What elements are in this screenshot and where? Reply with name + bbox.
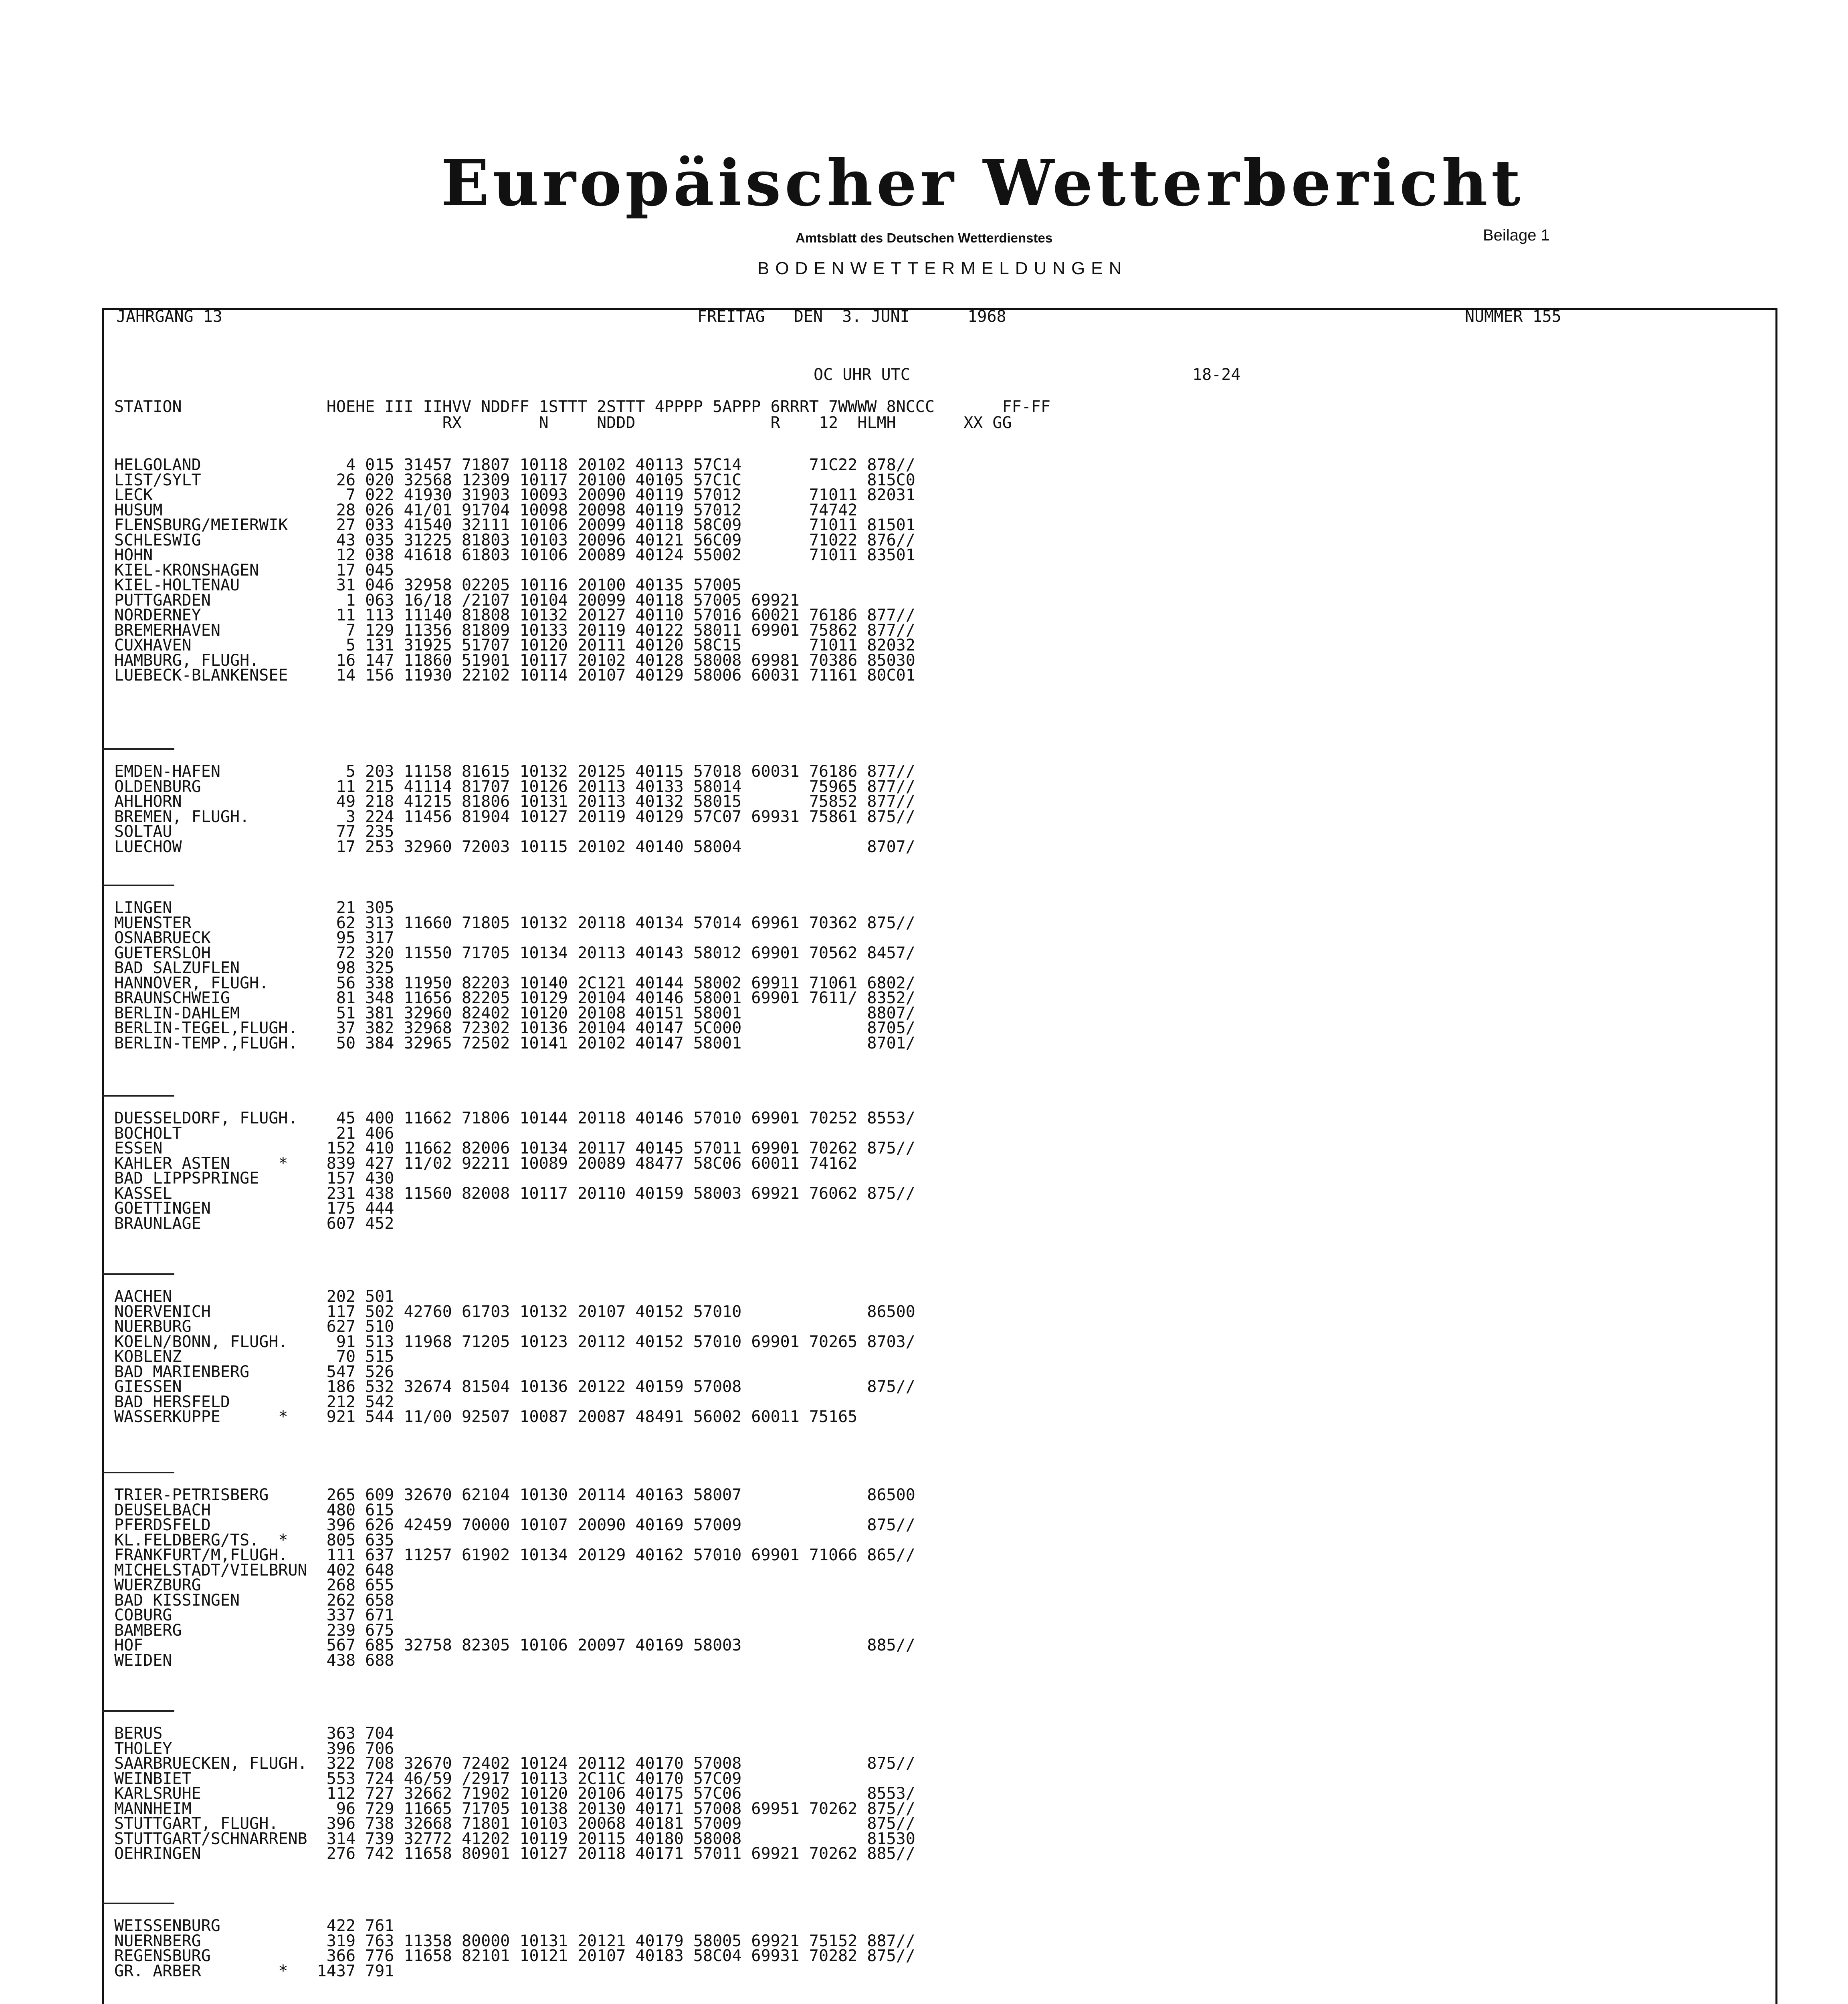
supplement-label: Beilage 1 — [1483, 226, 1550, 244]
station-row: BAD SALZUFLEN 98 325 — [114, 959, 394, 977]
station-row: KIEL-KRONSHAGEN 17 045 — [114, 561, 394, 580]
station-row: LIST/SYLT 26 020 32568 12309 10117 20100 40105 57C1C 815C0 — [114, 471, 915, 489]
station-row: SCHLESWIG 43 035 31225 81803 10103 20096 40121 56C09 71022 876// — [114, 531, 915, 549]
page-title: Europäischer Wetterbericht — [441, 146, 1524, 220]
station-row: SOLTAU 77 235 — [114, 822, 394, 841]
station-row: REGENSBURG 366 776 11658 82101 10121 20107 40183 58C04 69931 70282 875// — [114, 1947, 915, 1965]
station-row: WASSERKUPPE * 921 544 11/00 92507 10087 20087 48491 56002 60011 75165 — [114, 1408, 858, 1426]
station-row: FRANKFURT/M,FLUGH. 111 637 11257 61902 10134 20129 40162 57010 69901 71066 865// — [114, 1546, 915, 1564]
station-row: KAHLER ASTEN * 839 427 11/02 92211 10089 20089 48477 58C06 60011 74162 — [114, 1154, 858, 1173]
station-row: KOELN/BONN, FLUGH. 91 513 11968 71205 10123 20112 40152 57010 69901 70265 8703/ — [114, 1332, 915, 1351]
station-row: MANNHEIM 96 729 11665 71705 10138 20130 40171 57008 69951 70262 875// — [114, 1799, 915, 1818]
station-row: GIESSEN 186 532 32674 81504 10136 20122 40159 57008 875// — [114, 1378, 915, 1396]
station-row: HOHN 12 038 41618 61803 10106 20089 40124 55002 71011 83501 — [114, 546, 915, 564]
station-row: HUSUM 28 026 41/01 91704 10098 20098 40119 57012 74742 — [114, 501, 858, 519]
station-row: STUTTGART, FLUGH. 396 738 32668 71801 10103 20068 40181 57009 875// — [114, 1814, 915, 1833]
volume-label: JAHRGANG 13 — [116, 307, 222, 326]
publisher-subtitle: Amtsblatt des Deutschen Wetterdienstes — [796, 230, 1053, 245]
group-separator — [102, 885, 174, 886]
station-row: HELGOLAND 4 015 31457 71807 10118 20102 40113 57C14 71C22 878// — [114, 456, 915, 474]
station-row: AACHEN 202 501 — [114, 1287, 394, 1306]
station-row: KL.FELDBERG/TS. * 805 635 — [114, 1531, 394, 1549]
station-row: LUEBECK-BLANKENSEE 14 156 11930 22102 10114 20107 40129 58006 60031 71161 80C01 — [114, 666, 915, 685]
station-row: OSNABRUECK 95 317 — [114, 929, 394, 947]
station-row: PUTTGARDEN 1 063 16/18 /2107 10104 20099 40118 57005 69921 — [114, 591, 800, 610]
station-row: NUERBURG 627 510 — [114, 1317, 394, 1336]
group-separator — [102, 1095, 174, 1097]
station-row: HANNOVER, FLUGH. 56 338 11950 82203 10140 2C121 40144 58002 69911 71061 6802/ — [114, 974, 915, 992]
station-row: BAD MARIENBERG 547 526 — [114, 1362, 394, 1381]
section-title: BODENWETTERMELDUNGEN — [757, 259, 1128, 278]
station-row: SAARBRUECKEN, FLUGH. 322 708 32670 72402 10124 20112 40170 57008 875// — [114, 1754, 915, 1773]
station-row: NUERNBERG 319 763 11358 80000 10131 20121 40179 58005 69921 75152 887// — [114, 1931, 915, 1950]
group-separator — [102, 1710, 174, 1712]
time-range: 18-24 — [1192, 366, 1241, 384]
station-row: NOERVENICH 117 502 42760 61703 10132 20107 40152 57010 86500 — [114, 1302, 915, 1321]
station-row: EMDEN-HAFEN 5 203 11158 81615 10132 20125 40115 57018 60031 76186 877// — [114, 762, 915, 781]
station-row: WEISSENBURG 422 761 — [114, 1917, 394, 1935]
station-row: MUENSTER 62 313 11660 71805 10132 20118 40134 57014 69961 70362 875// — [114, 913, 915, 932]
station-row: BRAUNSCHWEIG 81 348 11656 82205 10129 20104 40146 58001 69901 7611/ 8352/ — [114, 989, 915, 1007]
station-row: DEUSELBACH 480 615 — [114, 1501, 394, 1519]
station-row: KARLSRUHE 112 727 32662 71902 10120 20106 40175 57C06 8553/ — [114, 1784, 915, 1803]
station-row: THOLEY 396 706 — [114, 1739, 394, 1758]
station-row: WEIDEN 438 688 — [114, 1651, 394, 1670]
station-row: BAD LIPPSPRINGE 157 430 — [114, 1169, 394, 1188]
station-row: BREMEN, FLUGH. 3 224 11456 81904 10127 20119 40129 57C07 69931 75861 875// — [114, 807, 915, 826]
report-date: FREITAG DEN 3. JUNI 1968 — [697, 307, 1006, 326]
issue-number: NUMMER 155 — [1465, 307, 1561, 326]
station-row: HOF 567 685 32758 82305 10106 20097 40169 58003 885// — [114, 1636, 915, 1655]
station-row: MICHELSTADT/VIELBRUN 402 648 — [114, 1561, 394, 1580]
station-row: DUESSELDORF, FLUGH. 45 400 11662 71806 10144 20118 40146 57010 69901 70252 8553/ — [114, 1109, 915, 1127]
station-row: LINGEN 21 305 — [114, 899, 394, 917]
station-row: OLDENBURG 11 215 41114 81707 10126 20113 40133 58014 75965 877// — [114, 777, 915, 796]
column-header-row-1: STATION HOEHE III IIHVV NDDFF 1STTT 2STTT 4PPPP 5APPP 6RRRT 7WWWW 8NCCC FF-FF — [114, 398, 1050, 416]
station-row: BAD HERSFELD 212 542 — [114, 1392, 394, 1411]
group-separator — [102, 1273, 174, 1275]
station-row: CUXHAVEN 5 131 31925 51707 10120 20111 40120 58C15 71011 82032 — [114, 636, 915, 655]
station-row: COBURG 337 671 — [114, 1606, 394, 1624]
station-row: BERUS 363 704 — [114, 1724, 394, 1743]
station-row: STUTTGART/SCHNARRENB 314 739 32772 41202 10119 20115 40180 58008 81530 — [114, 1829, 915, 1848]
station-row: WEINBIET 553 724 46/59 /2917 10113 2C11C 40170 57C09 — [114, 1769, 742, 1788]
station-row: PFERDSFELD 396 626 42459 70000 10107 20090 40169 57009 875// — [114, 1516, 915, 1534]
station-row: LUECHOW 17 253 32960 72003 10115 20102 40140 58004 8707/ — [114, 837, 915, 856]
station-row: BERLIN-TEGEL,FLUGH. 37 382 32968 72302 10136 20104 40147 5C000 8705/ — [114, 1019, 915, 1037]
station-row: AHLHORN 49 218 41215 81806 10131 20113 40132 58015 75852 877// — [114, 792, 915, 811]
column-header-row-2: RX N NDDD R 12 HLMH XX GG — [114, 414, 1012, 432]
station-row: OEHRINGEN 276 742 11658 80901 10127 20118 40171 57011 69921 70262 885// — [114, 1844, 915, 1863]
station-row: KASSEL 231 438 11560 82008 10117 20110 40159 58003 69921 76062 875// — [114, 1184, 915, 1203]
station-row: FLENSBURG/MEIERWIK 27 033 41540 32111 10106 20099 40118 58C09 71011 81501 — [114, 516, 915, 534]
station-row: BAMBERG 239 675 — [114, 1621, 394, 1640]
group-separator — [102, 1472, 174, 1473]
observation-time: OC UHR UTC — [814, 366, 910, 384]
station-row: TRIER-PETRISBERG 265 609 32670 62104 10130 20114 40163 58007 86500 — [114, 1486, 915, 1504]
group-separator — [102, 748, 174, 750]
station-row: BOCHOLT 21 406 — [114, 1124, 394, 1143]
station-row: BREMERHAVEN 7 129 11356 81809 10133 20119 40122 58011 69901 75862 877// — [114, 621, 915, 640]
station-row: BRAUNLAGE 607 452 — [114, 1214, 394, 1233]
station-row: GR. ARBER * 1437 791 — [114, 1962, 394, 1980]
group-separator — [102, 1903, 174, 1904]
station-row: HAMBURG, FLUGH. 16 147 11860 51901 10117 20102 40128 58008 69981 70386 85030 — [114, 651, 915, 670]
station-row: BERLIN-TEMP.,FLUGH. 50 384 32965 72502 10141 20102 40147 58001 8701/ — [114, 1034, 915, 1053]
station-row: BAD KISSINGEN 262 658 — [114, 1591, 394, 1610]
station-row: LECK 7 022 41930 31903 10093 20090 40119 57012 71011 82031 — [114, 486, 915, 504]
station-row: GUETERSLOH 72 320 11550 71705 10134 20113 40143 58012 69901 70562 8457/ — [114, 943, 915, 962]
station-row: KOBLENZ 70 515 — [114, 1347, 394, 1366]
station-row: ESSEN 152 410 11662 82006 10134 20117 40145 57011 69901 70262 875// — [114, 1139, 915, 1158]
station-row: BERLIN-DAHLEM 51 381 32960 82402 10120 20108 40151 58001 8807/ — [114, 1004, 915, 1022]
station-row: GOETTINGEN 175 444 — [114, 1199, 394, 1218]
station-row: NORDERNEY 11 113 11140 81808 10132 20127 40110 57016 60021 76186 877// — [114, 606, 915, 624]
station-row: WUERZBURG 268 655 — [114, 1576, 394, 1594]
station-row: KIEL-HOLTENAU 31 046 32958 02205 10116 20100 40135 57005 — [114, 576, 742, 594]
